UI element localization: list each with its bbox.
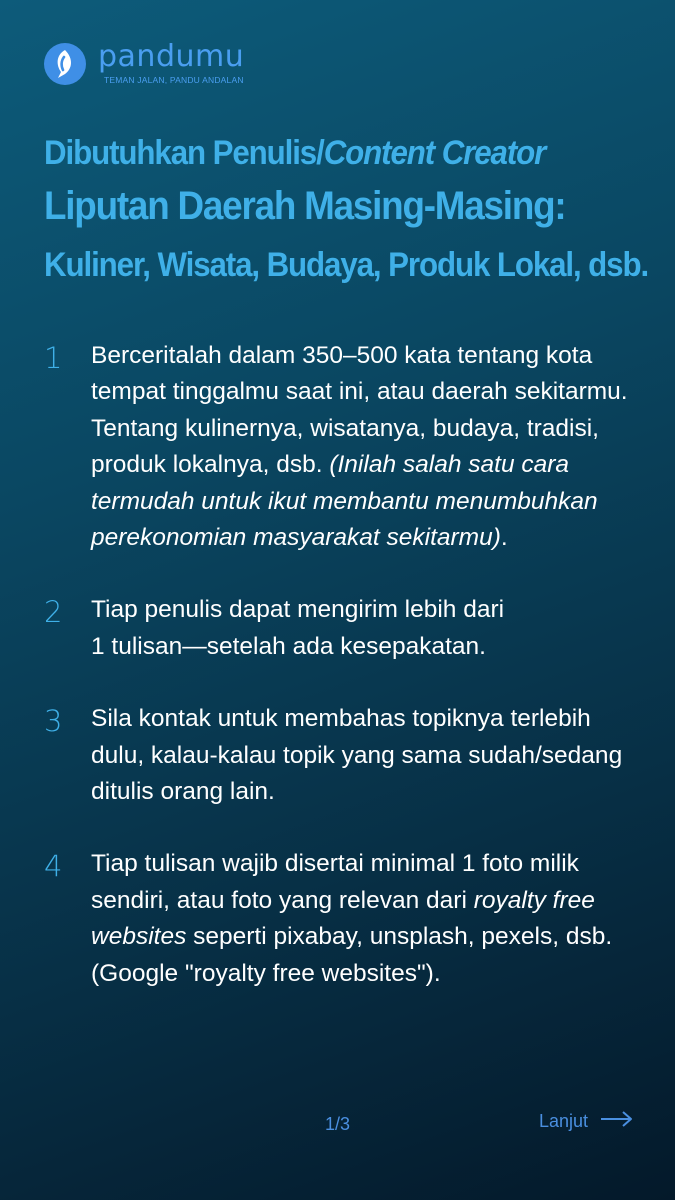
brand-name: pandumu bbox=[98, 39, 245, 74]
arrow-right-icon bbox=[600, 1110, 634, 1133]
list-item bbox=[44, 592, 644, 665]
item-text: Sila kontak untuk membahas topiknya terlebih dulu, kalau-kalau topik yang sama sudah/sedang ditulis orang lain. bbox=[91, 705, 623, 806]
headline-line-3: Kuliner, Wisata, Budaya, Produk Lokal, dsb. bbox=[44, 246, 649, 284]
item-number: 2 bbox=[44, 595, 63, 630]
item-note: (Inilah salah satu cara termudah untuk ikut membantu menumbuhkan perekonomian masyarakat sekitarmu) bbox=[91, 451, 598, 552]
item-number: 4 bbox=[44, 849, 63, 884]
list-item bbox=[44, 846, 644, 992]
item-number: 1 bbox=[44, 341, 63, 375]
item-emphasis: royalty free websites bbox=[91, 886, 595, 951]
brand-logo bbox=[44, 39, 245, 85]
item-number: 3 bbox=[44, 704, 63, 739]
page-indicator: 1/3 bbox=[324, 1114, 351, 1134]
headline-line-2: Liputan Daerah Masing-Masing: bbox=[44, 184, 566, 228]
headline bbox=[44, 130, 649, 290]
headline-role: Content Creator bbox=[323, 134, 546, 172]
brand-tagline: TEMAN JALAN, PANDU ANDALAN bbox=[104, 75, 244, 85]
list-item bbox=[44, 701, 644, 810]
headline-line-1 bbox=[44, 130, 597, 176]
list-item bbox=[44, 338, 644, 556]
next-label: Lanjut bbox=[538, 1111, 588, 1131]
next-button[interactable] bbox=[539, 1110, 634, 1133]
item-text: Tiap penulis dapat mengirim lebih dari 1 tulisan—setelah ada kesepakatan. bbox=[91, 596, 505, 660]
item-text: Tiap tulisan wajib disertai minimal 1 foto milik sendiri, atau foto yang relevan dari royalty free websites seperti pixabay, unsplash, pexels, dsb. (Google "royalty free websites"). bbox=[91, 850, 613, 987]
requirements-list bbox=[44, 338, 644, 1028]
pen-nib-icon bbox=[44, 43, 86, 85]
headline-prefix: Dibutuhkan Penulis/ bbox=[44, 134, 324, 172]
item-text: Berceritalah dalam 350–500 kata tentang kota tempat tinggalmu saat ini, atau daerah sekitarmu. Tentang kulinernya, wisatanya, budaya, tradisi, produk lokalnya, dsb. (Inilah salah satu cara termudah untuk ikut membantu menumbuhkan perekonomian masyarakat sekitarmu). bbox=[91, 342, 628, 552]
